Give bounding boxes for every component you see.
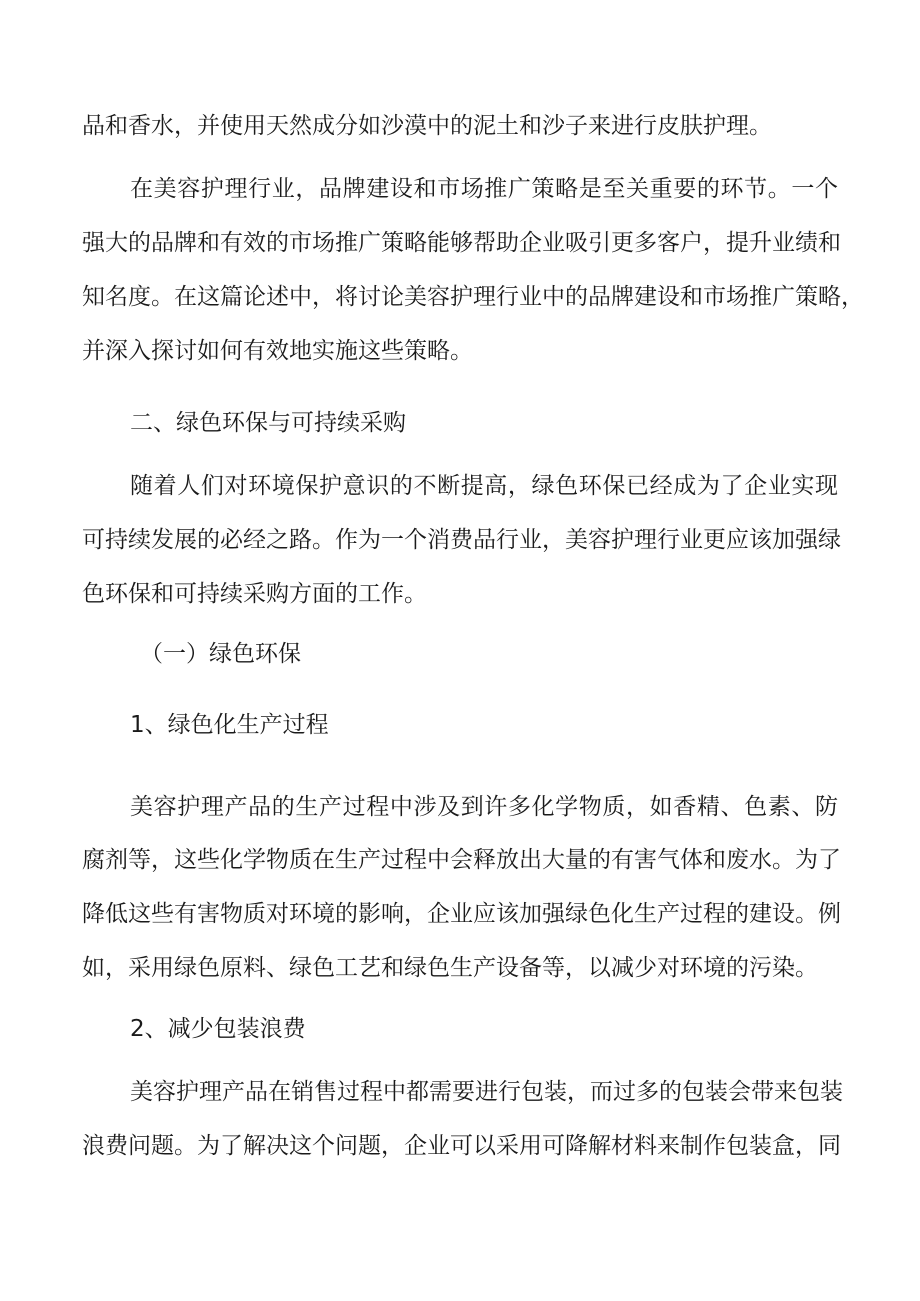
item-heading: 2、减少包装浪费 bbox=[130, 1016, 306, 1042]
paragraph-line: 品和香水，并使用天然成分如沙漠中的泥土和沙子来进行皮肤护理。 bbox=[82, 113, 772, 139]
paragraph-line: 强大的品牌和有效的市场推广策略能够帮助企业吸引更多客户，提升业绩和 bbox=[82, 230, 841, 256]
paragraph-line: 浪费问题。为了解决这个问题，企业可以采用可降解材料来制作包装盒，同 bbox=[82, 1133, 841, 1159]
paragraph-line: 降低这些有害物质对环境的影响，企业应该加强绿色化生产过程的建设。例 bbox=[82, 901, 841, 927]
paragraph-line: 可持续发展的必经之路。作为一个消费品行业，美容护理行业更应该加强绿 bbox=[82, 527, 841, 553]
paragraph-line: 腐剂等，这些化学物质在生产过程中会释放出大量的有害气体和废水。为了 bbox=[82, 847, 841, 873]
paragraph-line: 如，采用绿色原料、绿色工艺和绿色生产设备等，以减少对环境的污染。 bbox=[82, 955, 818, 981]
paragraph-line: 并深入探讨如何有效地实施这些策略。 bbox=[82, 338, 473, 364]
paragraph-line: 色环保和可持续采购方面的工作。 bbox=[82, 581, 427, 607]
paragraph-line: 在美容护理行业，品牌建设和市场推广策略是至关重要的环节。一个 bbox=[130, 176, 838, 202]
paragraph-line: 随着人们对环境保护意识的不断提高，绿色环保已经成为了企业实现 bbox=[130, 473, 838, 499]
paragraph-line: 美容护理产品的生产过程中涉及到许多化学物质，如香精、色素、防 bbox=[130, 794, 838, 820]
paragraph-line: 美容护理产品在销售过程中都需要进行包装，而过多的包装会带来包装 bbox=[130, 1079, 843, 1105]
item-heading: 1、绿色化生产过程 bbox=[130, 712, 329, 738]
subsection-heading: （一）绿色环保 bbox=[140, 641, 301, 667]
paragraph-line: 知名度。在这篇论述中，将讨论美容护理行业中的品牌建设和市场推广策略， bbox=[82, 284, 864, 310]
section-heading: 二、绿色环保与可持续采购 bbox=[130, 410, 406, 436]
